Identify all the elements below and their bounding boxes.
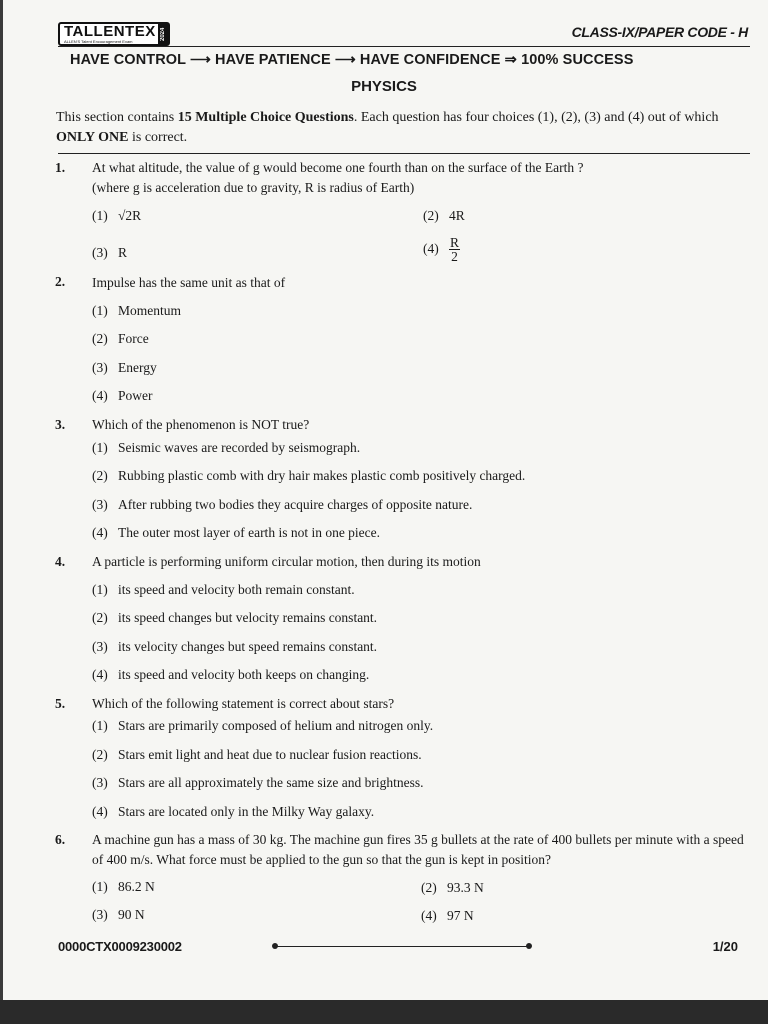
- header-divider: [58, 46, 750, 47]
- option-1[interactable]: (1) its speed and velocity both remain constant.: [92, 582, 355, 597]
- motto-part-3: HAVE CONFIDENCE: [359, 52, 501, 68]
- option-2[interactable]: (2) 93.3 N: [421, 880, 484, 895]
- question-number: 5.: [55, 696, 66, 711]
- question-number: 4.: [55, 554, 66, 569]
- option-2[interactable]: (2) 4R: [423, 208, 465, 223]
- option-1[interactable]: (1) √2R: [92, 208, 142, 223]
- question-text: At what altitude, the value of g would become one fourth than on the surface of the Earth ? (where g is acceleration due to gravity, R is radius of Earth): [92, 160, 584, 195]
- motto-part-4: 100% SUCCESS: [521, 52, 634, 68]
- page-number: 1/20: [712, 939, 738, 954]
- footer-paper-code: 0000CTX0009230002: [58, 939, 182, 954]
- motto-part-1: HAVE CONTROL: [70, 52, 186, 68]
- option-4[interactable]: (4) $\frac{R}{2}$: [423, 235, 460, 264]
- option-1[interactable]: (1) Stars are primarily composed of helium and nitrogen only.: [92, 718, 434, 733]
- option-3[interactable]: (3) After rubbing two bodies they acquire charges of opposite nature.: [92, 497, 473, 512]
- motto-part-2: HAVE PATIENCE: [215, 52, 331, 68]
- question-number: 2.: [55, 274, 66, 289]
- option-4[interactable]: (4) 97 N: [421, 908, 474, 923]
- option-4[interactable]: (4) Stars are located only in the Milky Way galaxy.: [92, 804, 375, 819]
- option-3[interactable]: (3) Stars are all approximately the same size and brightness.: [92, 775, 424, 790]
- option-1[interactable]: (1) Seismic waves are recorded by seismograph.: [92, 440, 361, 455]
- right-arrow-icon: ⟶: [190, 52, 211, 68]
- option-2[interactable]: (2) Stars emit light and heat due to nuclear fusion reactions.: [92, 747, 422, 762]
- implies-arrow-icon: ⇒: [504, 52, 517, 68]
- question-text: Which of the phenomenon is NOT true?: [92, 417, 310, 432]
- logo-subtext: ALLEN'S Talent Encouragement Exam: [64, 39, 133, 44]
- subject-heading: PHYSICS: [351, 78, 417, 95]
- logo-text: TALLENTEX: [64, 23, 156, 40]
- question-text: Which of the following statement is correct about stars?: [92, 696, 395, 711]
- section-instructions: This section contains 15 Multiple Choice Questions. Each question has four choices (1), (2), (3) and (4) out of which ONLY ONE is correct.: [56, 110, 719, 145]
- option-4[interactable]: (4) Power: [92, 388, 153, 403]
- question-text: A machine gun has a mass of 30 kg. The machine gun fires 35 g bullets at the rate of 400 bullets per minute with a speed of 400 m/s. What force must be applied to the gun so that the gun is kept in position?: [92, 832, 744, 867]
- question-text: A particle is performing uniform circular motion, then during its motion: [92, 554, 481, 569]
- page-left-edge: [0, 0, 3, 1000]
- option-2[interactable]: (2) Force: [92, 331, 149, 346]
- question-number: 6.: [55, 832, 66, 847]
- footer-divider: [275, 946, 529, 947]
- option-1[interactable]: (1) Momentum: [92, 303, 181, 318]
- question-number: 1.: [55, 160, 66, 175]
- option-4[interactable]: (4) The outer most layer of earth is not in one piece.: [92, 525, 381, 540]
- option-1[interactable]: (1) 86.2 N: [92, 879, 155, 894]
- option-2[interactable]: (2) its speed changes but velocity remains constant.: [92, 610, 378, 625]
- right-arrow-icon: ⟶: [334, 52, 356, 68]
- fraction: $\frac{R}{2}$: [450, 235, 460, 264]
- motto-line: [70, 52, 740, 68]
- option-3[interactable]: (3) 90 N: [92, 907, 145, 922]
- option-3[interactable]: (3) R: [92, 245, 128, 260]
- page-bottom-edge: [0, 1000, 768, 1024]
- option-4[interactable]: (4) its speed and velocity both keeps on changing.: [92, 667, 370, 682]
- section-divider: [58, 153, 750, 154]
- footer-line-end-dot: [526, 943, 532, 949]
- option-2[interactable]: (2) Rubbing plastic comb with dry hair makes plastic comb positively charged.: [92, 468, 526, 483]
- question-number: 3.: [55, 417, 66, 432]
- option-3[interactable]: (3) Energy: [92, 360, 157, 375]
- tallentex-logo: [58, 22, 170, 46]
- logo-year-badge: 2024: [158, 24, 168, 44]
- paper-code: CLASS-IX/PAPER CODE - H: [571, 24, 748, 40]
- question-text: Impulse has the same unit as that of: [92, 275, 286, 290]
- option-3[interactable]: (3) its velocity changes but speed remains constant.: [92, 639, 378, 654]
